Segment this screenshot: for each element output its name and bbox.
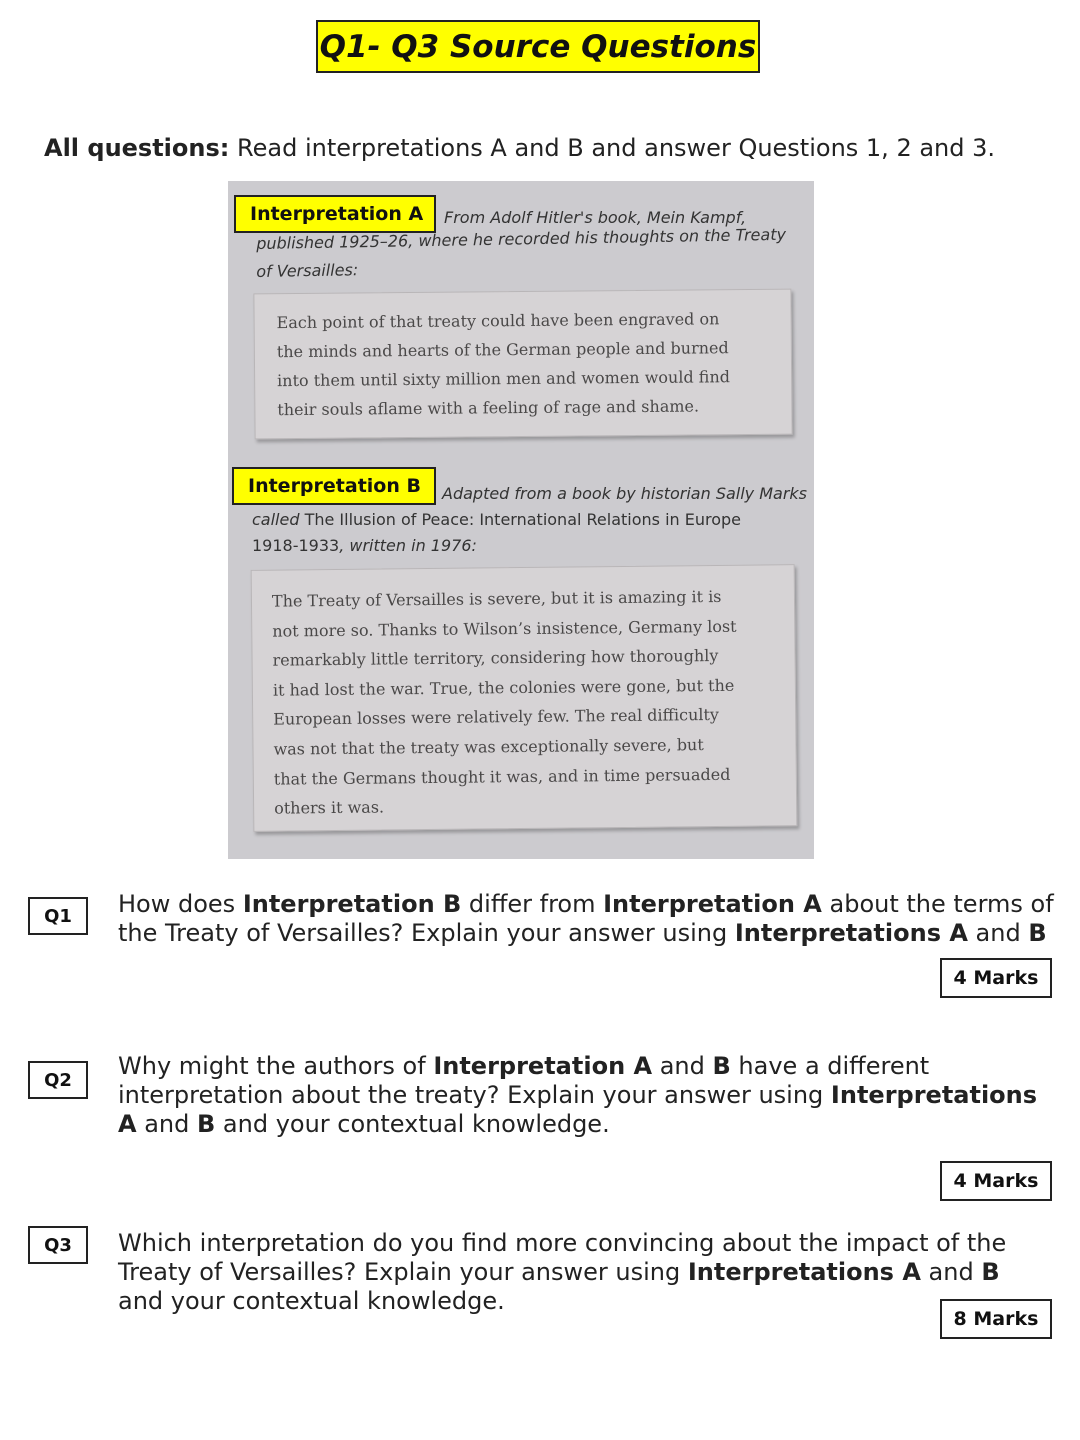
quote-b-line: remarkably little territory, considering how thoroughly [272, 646, 719, 670]
quote-b-line: The Treaty of Versailles is severe, but it is amazing it is [271, 586, 722, 611]
marks-badge-q2: 4 Marks [940, 1161, 1052, 1201]
instructions-text: Read interpretations A and B and answer Questions 1, 2 and 3. [229, 134, 996, 162]
interpretation-a-caption-line1: From Adolf Hitler's book, Mein Kampf, [444, 208, 747, 227]
question-text-segment: and [920, 1258, 982, 1286]
question-text-segment: Which interpretation do you find more convincing about the impact of the Treaty of Versailles? Explain your answer using [118, 1229, 1007, 1286]
quote-b-line: European losses were relatively few. The real difficulty [273, 705, 720, 730]
interpretation-a-caption-line3: of Versailles: [256, 260, 359, 281]
emphasis-text: B [981, 1258, 1000, 1286]
question-number-q1: Q1 [28, 897, 88, 935]
book-years: 1918-1933 [252, 536, 340, 555]
book-title: The Illusion of Peace: International Relations in Europe [304, 510, 742, 529]
interpretation-b-quote [251, 564, 798, 832]
question-text-segment: and [967, 919, 1029, 947]
interpretation-b-caption-line1: Adapted from a book by historian Sally Marks [442, 484, 808, 503]
interpretation-b-caption-line3 [252, 533, 477, 559]
marks-badge-q3: 8 Marks [940, 1299, 1052, 1339]
question-text-segment: Why might the authors of [118, 1052, 434, 1080]
question-text-segment: and your contextual knowledge. [118, 1287, 505, 1315]
emphasis-text: B [712, 1052, 731, 1080]
question-text-q1 [118, 890, 1058, 948]
interpretation-a-label: Interpretation A [234, 195, 436, 233]
quote-a-line: the minds and hearts of the German people and burned [276, 338, 729, 362]
quote-b-line: was not that the treaty was exceptionally severe, but [273, 735, 704, 759]
quote-a-line: Each point of that treaty could have been engraved on [276, 309, 720, 333]
emphasis-text: B [1028, 919, 1047, 947]
quote-b-line: others it was. [274, 797, 385, 818]
emphasis-text: B [197, 1110, 216, 1138]
interpretation-b-caption-line2 [252, 507, 741, 533]
interpretation-a-quote [253, 289, 792, 440]
caption-b-post: , written in 1976: [339, 536, 477, 555]
emphasis-text: Interpretations A [734, 919, 968, 947]
page-title: Q1- Q3 Source Questions [316, 20, 760, 73]
quote-b-line: it had lost the war. True, the colonies were gone, but the [272, 675, 735, 700]
quote-a-line: into them until sixty million men and women would find [277, 367, 731, 391]
question-text-segment: How does [118, 890, 243, 918]
instructions-label: All questions: [44, 134, 230, 162]
emphasis-text: Interpretation A [603, 890, 822, 918]
interpretation-b-label: Interpretation B [232, 467, 436, 505]
interpretations-scan [228, 181, 814, 859]
quote-b-line: that the Germans thought it was, and in time persuaded [273, 764, 731, 789]
emphasis-text: Interpretations A [687, 1258, 921, 1286]
question-number-q2: Q2 [28, 1061, 88, 1099]
question-text-segment: and your contextual knowledge. [215, 1110, 610, 1138]
emphasis-text: Interpretations A [118, 1081, 1038, 1138]
caption-b-pre: called [252, 510, 305, 529]
interpretation-a-caption-line2: published 1925–26, where he recorded his thoughts on the Treaty [256, 224, 787, 253]
question-text-segment: and [652, 1052, 713, 1080]
marks-badge-q1: 4 Marks [940, 958, 1052, 998]
question-text-segment: have a different interpretation about the treaty? Explain your answer using [118, 1052, 930, 1109]
question-text-segment: about the terms of the Treaty of Versailles? Explain your answer using [118, 890, 1054, 947]
question-text-q2 [118, 1052, 1048, 1139]
emphasis-text: Interpretation B [242, 890, 462, 918]
question-text-segment: differ from [461, 890, 604, 918]
question-text-segment: and [136, 1110, 197, 1138]
quote-a-line: their souls aflame with a feeling of rage and shame. [277, 396, 700, 420]
question-number-q3: Q3 [28, 1226, 88, 1264]
quote-b-line: not more so. Thanks to Wilson’s insistence, Germany lost [272, 616, 737, 641]
emphasis-text: Interpretation A [433, 1052, 653, 1080]
question-text-q3 [118, 1229, 1038, 1316]
instructions [44, 134, 995, 162]
